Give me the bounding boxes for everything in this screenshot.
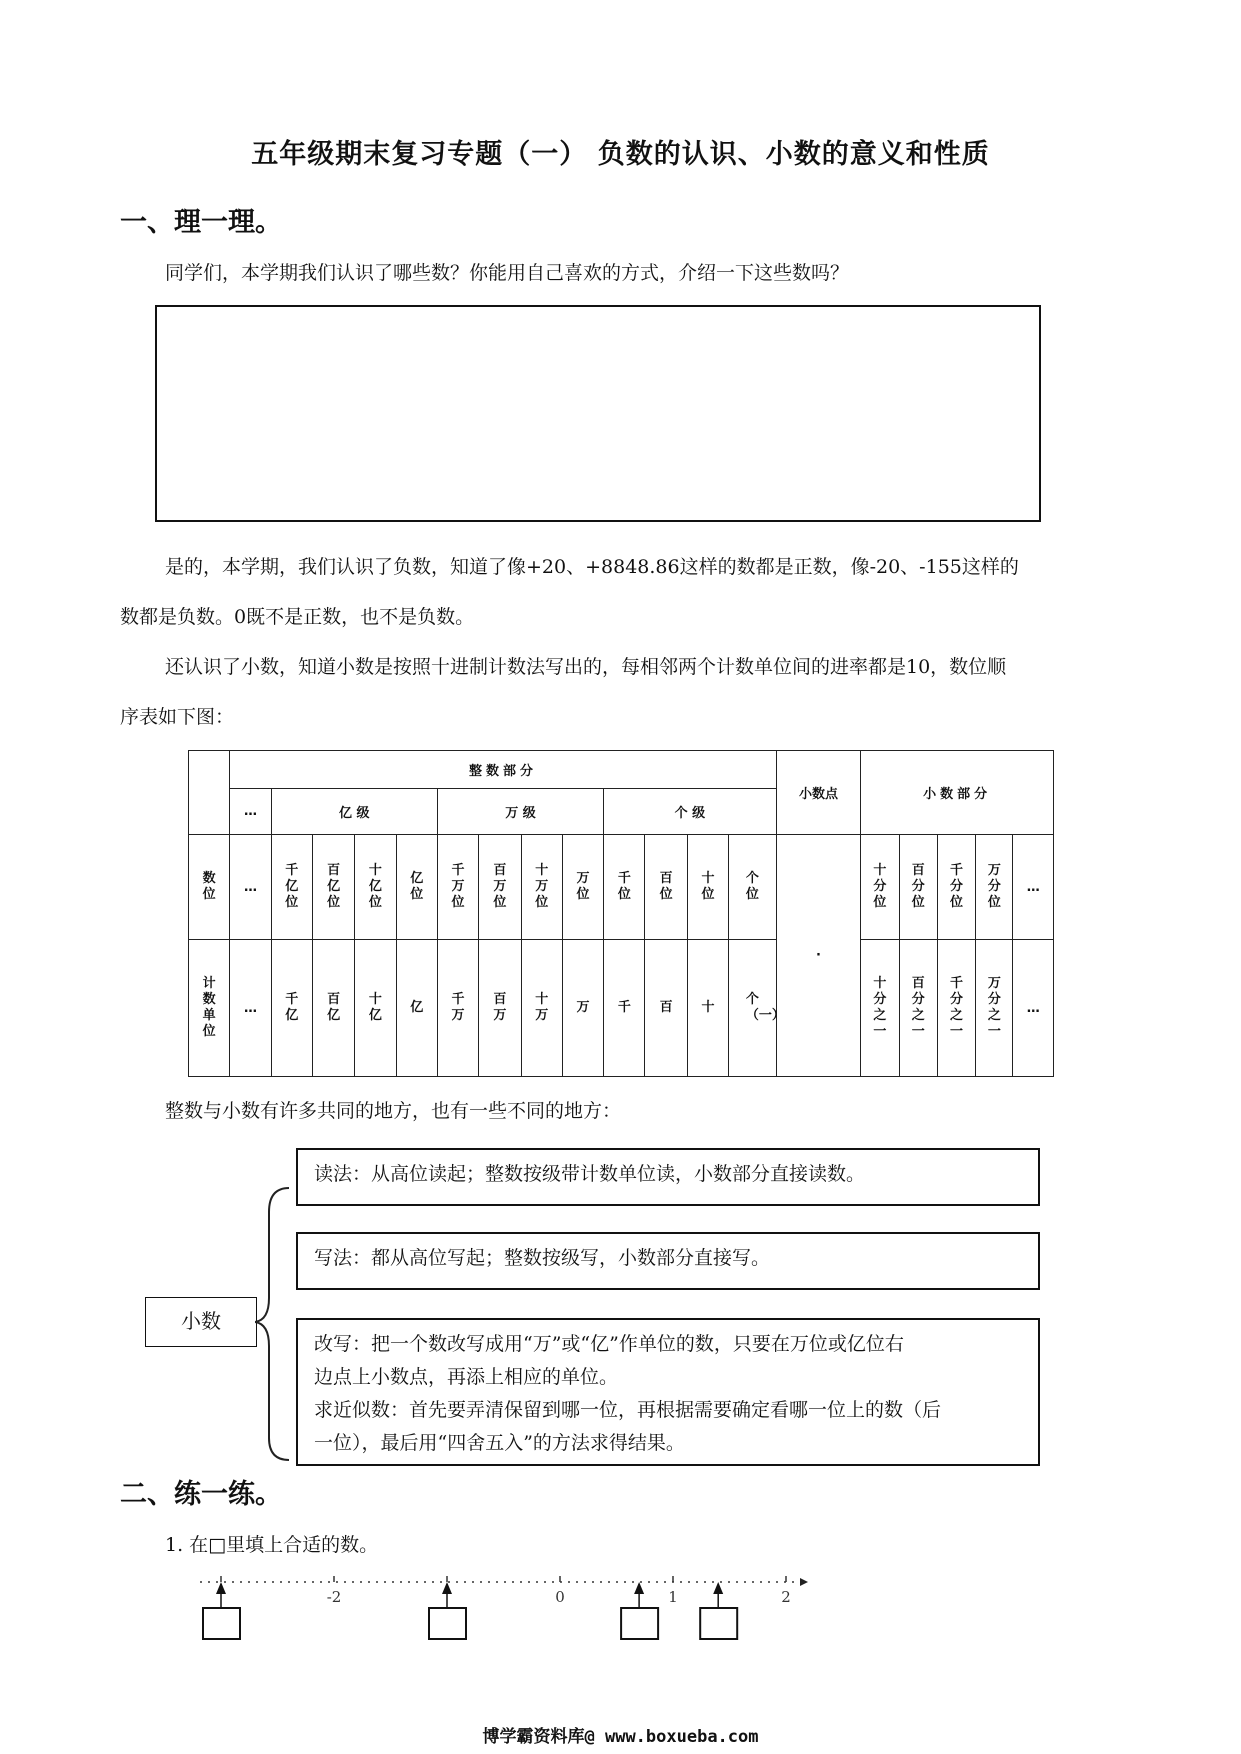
jishu-cell: 十 — [687, 940, 728, 1077]
prompt-text: 同学们，本学期我们认识了哪些数？你能用自己喜欢的方式，介绍一下这些数吗？ — [165, 262, 850, 284]
shuwei-cell: 百亿位 — [312, 835, 354, 940]
dec-shuwei-cell: 千分位 — [937, 835, 975, 940]
up-arrow-icon — [216, 1582, 226, 1594]
shuwei-cell: 千亿位 — [271, 835, 312, 940]
approx-line-1: 求近似数：首先要弄清保留到哪一位，再根据需要确定看哪一位上的数（后 — [314, 1399, 942, 1421]
paragraph-2-line-2: 序表如下图： — [120, 706, 235, 728]
rewrite-line-1: 改写：把一个数改写成用“万”或“亿”作单位的数，只要在万位或亿位右 — [314, 1333, 904, 1355]
jishu-cell: 万 — [562, 940, 603, 1077]
shuwei-ellipsis: … — [230, 835, 271, 940]
row-label-jishu: 计数单位 — [189, 940, 230, 1077]
dec-jishu-cell: 千分之一 — [937, 940, 975, 1077]
integer-part-header: 整数部分 — [230, 751, 776, 789]
jishu-cell: 亿 — [396, 940, 437, 1077]
shuwei-cell: 十万位 — [521, 835, 562, 940]
jishu-cell: 百亿 — [312, 940, 354, 1077]
arrowhead-icon — [800, 1578, 808, 1586]
shuwei-cell: 百万位 — [479, 835, 521, 940]
tick-label: 1 — [668, 1588, 678, 1606]
paragraph-2-line-1: 还认识了小数，知道小数是按照十进制计数法写出的，每相邻两个计数单位间的进率都是10，数位顺 — [165, 656, 1007, 678]
up-arrow-icon — [713, 1582, 723, 1594]
decimal-point-cell: · — [776, 835, 861, 1077]
wan-class-header: 万 级 — [437, 789, 603, 835]
jishu-cell: 千亿 — [271, 940, 312, 1077]
shuwei-cell: 百位 — [645, 835, 687, 940]
up-arrow-icon — [442, 1582, 452, 1594]
shuwei-cell: 千万位 — [437, 835, 478, 940]
jishu-cell: 百 — [645, 940, 687, 1077]
compare-intro: 整数与小数有许多共同的地方，也有一些不同的地方： — [165, 1100, 622, 1122]
question-1: 1. 在□里填上合适的数。 — [165, 1534, 379, 1556]
section-heading-1: 一、理一理。 — [120, 207, 282, 238]
shuwei-cell: 千位 — [604, 835, 645, 940]
dec-shuwei-cell: 万分位 — [976, 835, 1013, 940]
yi-class-header: 亿 级 — [271, 789, 437, 835]
jishu-cell: 百万 — [479, 940, 521, 1077]
reading-rule-box — [296, 1148, 1040, 1206]
reading-rule-text: 读法：从高位读起；整数按级带计数单位读，小数部分直接读数。 — [314, 1163, 866, 1185]
row-label-shuwei: 数位 — [189, 835, 230, 940]
paragraph-1-line-1: 是的，本学期，我们认识了负数，知道了像+20、+8848.86这样的数都是正数，像-20、-155这样的 — [165, 556, 1019, 578]
jishu-cell: 千万 — [437, 940, 478, 1077]
shuwei-cell: 十位 — [687, 835, 728, 940]
shuwei-cell: 个位 — [729, 835, 777, 940]
concept-label-box: 小数 — [145, 1297, 257, 1347]
answer-area[interactable] — [155, 305, 1041, 522]
tick-label: -2 — [326, 1588, 342, 1606]
answer-blank-box[interactable] — [429, 1608, 466, 1639]
dec-jishu-cell: 十分之一 — [861, 940, 899, 1077]
dec-shuwei-cell: 十分位 — [861, 835, 899, 940]
corner-cell — [189, 751, 230, 835]
writing-rule-box — [296, 1232, 1040, 1290]
dec-jishu-cell: 百分之一 — [899, 940, 937, 1077]
dec-jishu-cell: 万分之一 — [976, 940, 1013, 1077]
jishu-cell: 十万 — [521, 940, 562, 1077]
place-value-table — [188, 750, 1054, 1077]
paragraph-1-line-2: 数都是负数。0既不是正数，也不是负数。 — [120, 606, 475, 628]
answer-blank-box[interactable] — [621, 1608, 658, 1639]
approx-line-2: 一位），最后用“四舍五入”的方法求得结果。 — [314, 1432, 685, 1454]
jishu-ellipsis: … — [230, 940, 271, 1077]
rewrite-approx-box — [296, 1318, 1040, 1466]
jishu-cell: 个（一） — [729, 940, 777, 1077]
writing-rule-text: 写法：都从高位写起；整数按级写，小数部分直接写。 — [314, 1247, 771, 1269]
jishu-cell: 十亿 — [355, 940, 396, 1077]
up-arrow-icon — [634, 1582, 644, 1594]
page-title: 五年级期末复习专题（一） 负数的认识、小数的意义和性质 — [251, 139, 990, 170]
class-ellipsis: … — [230, 789, 271, 835]
number-line — [200, 1570, 840, 1690]
dec-shuwei-ellipsis: … — [1013, 835, 1054, 940]
tick-label: 0 — [555, 1588, 565, 1606]
ge-class-header: 个 级 — [604, 789, 776, 835]
answer-blank-box[interactable] — [700, 1608, 737, 1639]
jishu-cell: 千 — [604, 940, 645, 1077]
footer-watermark: 博学霸资料库@ www.boxueba.com — [482, 1727, 759, 1747]
decimal-part-header: 小数部分 — [861, 751, 1054, 835]
rewrite-line-2: 边点上小数点，再添上相应的单位。 — [314, 1366, 619, 1388]
shuwei-cell: 万位 — [562, 835, 603, 940]
answer-blank-box[interactable] — [203, 1608, 240, 1639]
dec-jishu-ellipsis: … — [1013, 940, 1054, 1077]
section-heading-2: 二、练一练。 — [120, 1479, 282, 1510]
tick-label: 2 — [781, 1588, 791, 1606]
shuwei-cell: 十亿位 — [355, 835, 396, 940]
decimal-point-header: 小数点 — [776, 751, 861, 835]
dec-shuwei-cell: 百分位 — [899, 835, 937, 940]
shuwei-cell: 亿位 — [396, 835, 437, 940]
